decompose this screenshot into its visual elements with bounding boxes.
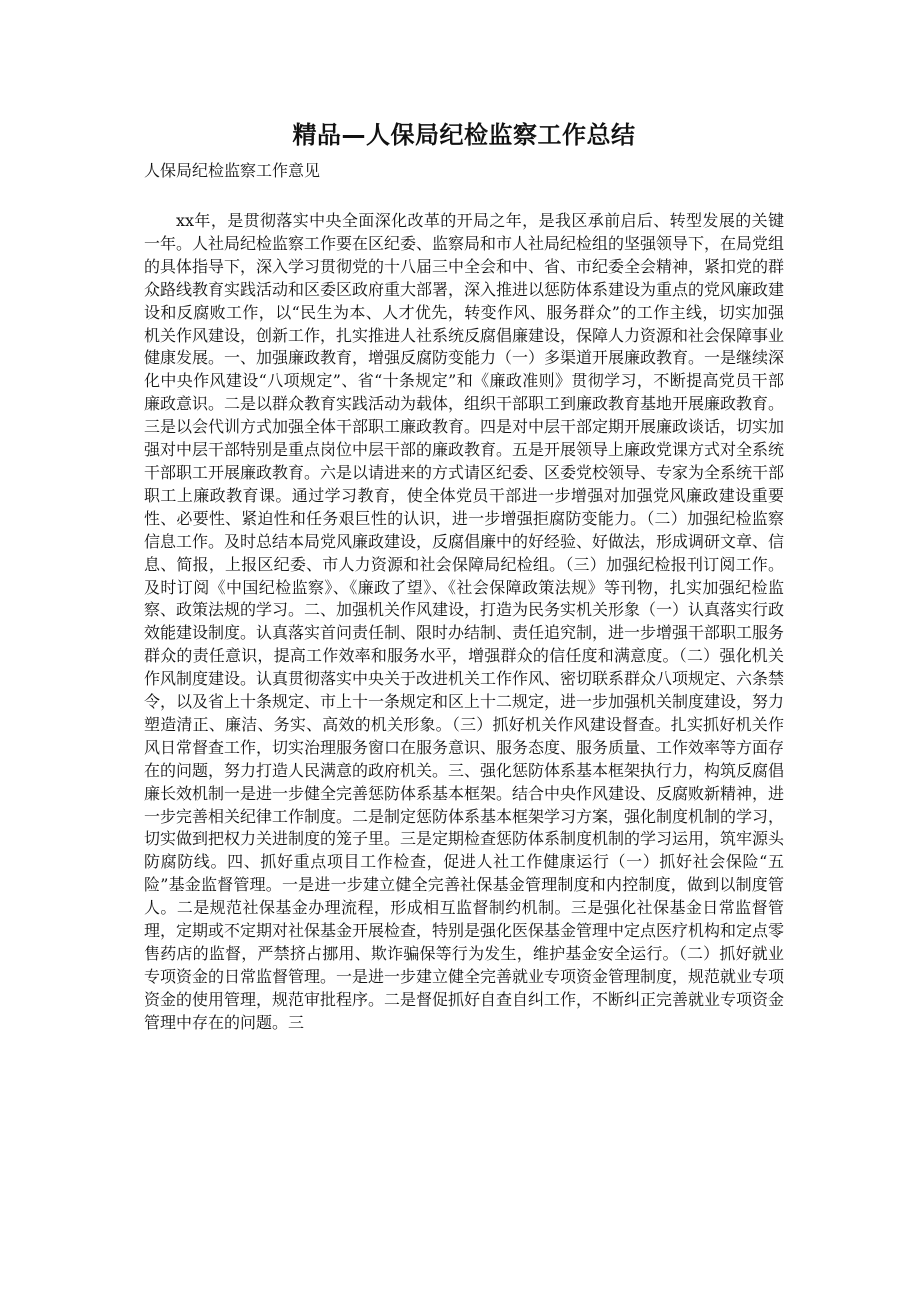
document-title: 精品—人保局纪检监察工作总结: [292, 121, 636, 149]
document-subtitle: 人保局纪检监察工作意见: [144, 161, 321, 180]
document-body-paragraph: xx年，是贯彻落实中央全面深化改革的开局之年，是我区承前启后、转型发展的关键一年。人社局纪检监察工作要在区纪委、监察局和市人社局纪检组的坚强领导下，在局党组的具体指导下，深入学习贯彻党的十八届三中全会和中、省、市纪委全会精神，紧扣党的群众路线教育实践活动和区委区政府重大部署，深入推进以惩防体系建设为重点的党风廉政建设和反腐败工作，以“民生为本、人才优先，转变作风、服务群众”的工作主线，切实加强机关作风建设，创新工作，扎实推进人社系统反腐倡廉建设，保障人力资源和社会保障事业健康发展。一、加强廉政教育，增强反腐防变能力（一）多渠道开展廉政教育。一是继续深化中央作风建设“八项规定”、省“十条规定”和《廉政准则》贯彻学习，不断提高党员干部廉政意识。二是以群众教育实践活动为载体，组织干部职工到廉政教育基地开展廉政教育。三是以会代训方式加强全体干部职工廉政教育。四是对中层干部定期开展廉政谈话，切实加强对中层干部特别是重点岗位中层干部的廉政教育。五是开展领导上廉政党课方式对全系统干部职工开展廉政教育。六是以请进来的方式请区纪委、区委党校领导、专家为全系统干部职工上廉政教育课。通过学习教育，使全体党员干部进一步增强对加强党风廉政建设重要性、必要性、紧迫性和任务艰巨性的认识，进一步增强拒腐防变能力。（二）加强纪检监察信息工作。及时总结本局党风廉政建设，反腐倡廉中的好经验、好做法，形成调研文章、信息、简报，上报区纪委、市人力资源和社会保障局纪检组。（三）加强纪检报刊订阅工作。及时订阅《中国纪检监察》、《廉政了望》、《社会保障政策法规》等刊物，扎实加强纪检监察、政策法规的学习。二、加强机关作风建设，打造为民务实机关形象（一）认真落实行政效能建设制度。认真落实首问责任制、限时办结制、责任追究制，进一步增强干部职工服务群众的责任意识，提高工作效率和服务水平，增强群众的信任度和满意度。（二）强化机关作风制度建设。认真贯彻落实中央关于改进机关工作作风、密切联系群众八项规定、六条禁令，以及省上十条规定、市上十一条规定和区上十二规定，进一步加强机关制度建设，努力塑造清正、廉洁、务实、高效的机关形象。（三）抓好机关作风建设督查。扎实抓好机关作风日常督查工作，切实治理服务窗口在服务意识、服务态度、服务质量、工作效率等方面存在的问题，努力打造人民满意的政府机关。三、强化惩防体系基本框架执行力，构筑反腐倡廉长效机制一是进一步健全完善惩防体系基本框架。结合中央作风建设、反腐败新精神，进一步完善相关纪律工作制度。二是制定惩防体系基本框架学习方案，强化制度机制的学习，切实做到把权力关进制度的笼子里。三是定期检查惩防体系制度机制的学习运用，筑牢源头防腐防线。四、抓好重点项目工作检查，促进人社工作健康运行（一）抓好社会保险“五险”基金监督管理。一是进一步建立健全完善社保基金管理制度和内控制度，做到以制度管人。二是规范社保基金办理流程，形成相互监督制约机制。三是强化社保基金日常监督管理，定期或不定期对社保基金开展检查，特别是强化医保基金管理中定点医疗机构和定点零售药店的监督，严禁挤占挪用、欺诈骗保等行为发生，维护基金安全运行。（二）抓好就业专项资金的日常监督管理。一是进一步建立健全完善就业专项资金管理制度，规范就业专项资金的使用管理，规范审批程序。二是督促抓好自查自纠工作，不断纠正完善就业专项资金管理中存在的问题。三: [144, 211, 785, 1032]
document-page: [144, 0, 784, 1035]
